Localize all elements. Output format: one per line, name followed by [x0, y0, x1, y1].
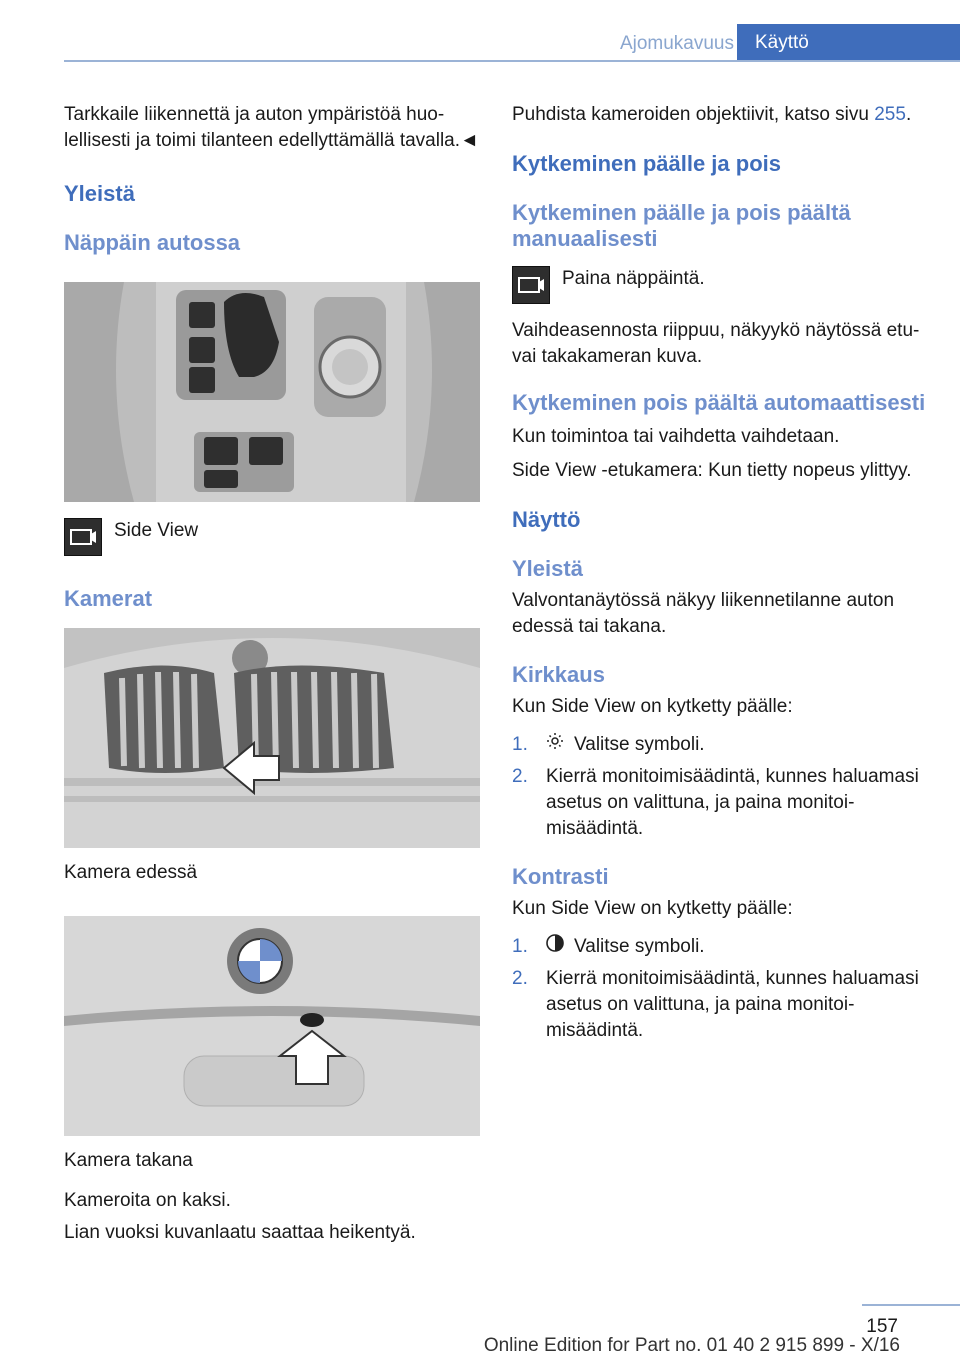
right-column [512, 102, 930, 1044]
clean-lenses-text: Puhdista kameroiden objektiivit, katso sivu [512, 104, 875, 125]
left-column [64, 102, 484, 1246]
console-illustration [64, 282, 480, 502]
paragraph-display: Valvontanäytössä näkyy liikennetilanne auton edessä tai takana. [512, 590, 895, 637]
heading-contrast: Kontrasti [512, 864, 609, 890]
page-number: 157 [866, 1316, 898, 1337]
clean-lenses-end: . [905, 104, 912, 125]
heading-brightness: Kirkkaus [512, 662, 605, 687]
header-divider [64, 60, 960, 62]
paragraph-clean-lenses [512, 102, 930, 128]
heading-general: Yleistä [64, 181, 135, 206]
paragraph-dirt-warning: Lian vuoksi kuvanlaatu saattaa heikentyä. [64, 1222, 416, 1243]
footer-edition: Online Edition for Part no. 01 40 2 915 899 - X/16 [483, 1335, 900, 1356]
side-view-button-row [64, 518, 484, 556]
console-image [64, 282, 480, 502]
heading-on-off: Kytkeminen päälle ja pois [512, 151, 781, 176]
paragraph-contrast-intro: Kun Side View on kytketty päälle: [512, 898, 793, 920]
header-tab-section: Ajomukavuus [619, 33, 734, 54]
footer-divider [862, 1304, 960, 1306]
step-number: 1. [512, 734, 528, 755]
brightness-step-1 [512, 732, 930, 758]
side-view-caption: Side View [114, 520, 199, 541]
heading-button-in-car: Näppäin autossa [64, 230, 241, 255]
step-text: Valitse symboli. [574, 734, 705, 756]
contrast-icon [546, 934, 566, 960]
caption-front-camera: Kamera edessä [64, 862, 198, 883]
rear-lid-illustration [64, 916, 480, 1136]
intro-paragraph: Tarkkaile liikennettä ja auton ympäristöä huolellisesti ja toimi tilanteen edellyttämällä tavalla.◄ [64, 104, 479, 151]
step-text: Kierrä monitoimisäädintä, kunnes haluamasi asetus on valittuna, ja paina monitoimisäädintä. [546, 766, 919, 840]
side-view-camera-icon [64, 518, 102, 556]
contrast-step-1 [512, 934, 930, 960]
heading-display-general: Yleistä [512, 556, 583, 581]
caption-rear-camera: Kamera takana [64, 1150, 193, 1171]
header-tab-active: Käyttö [737, 24, 960, 62]
page-link-255[interactable]: 255 [874, 104, 906, 125]
paragraph-auto-off-2: Side View -etukamera: Kun tietty nopeus ylittyy. [512, 460, 912, 481]
brightness-sun-icon [546, 732, 566, 758]
brightness-step-2 [512, 764, 930, 842]
front-camera-image [64, 628, 480, 848]
paragraph-brightness-intro: Kun Side View on kytketty päälle: [512, 696, 793, 717]
front-grille-illustration [64, 628, 480, 848]
paragraph-gear-dependent: Vaihdeasennosta riippuu, näkyykö näytössä etu- vai takakameran kuva. [512, 320, 920, 367]
heading-manual: Kytkeminen päälle ja pois päältä manuaalisesti [512, 200, 851, 251]
step-number: 1. [512, 936, 528, 958]
paragraph-two-cameras: Kameroita on kaksi. [64, 1190, 231, 1211]
heading-display: Näyttö [512, 507, 581, 532]
step-number: 2. [512, 766, 528, 788]
rear-camera-image [64, 916, 480, 1136]
heading-cameras: Kamerat [64, 586, 153, 611]
paragraph-auto-off-1: Kun toimintoa tai vaihdetta vaihdetaan. [512, 426, 840, 447]
heading-auto-off: Kytkeminen pois päältä automaattisesti [512, 390, 926, 415]
press-button-text: Paina näppäintä. [562, 268, 705, 289]
side-view-camera-icon-2 [512, 266, 550, 304]
contrast-step-2 [512, 966, 930, 1044]
step-text: Valitse symboli. [574, 936, 705, 958]
press-button-row [512, 266, 930, 304]
step-text: Kierrä monitoimisäädintä, kunnes haluamasi asetus on valittuna, ja paina monitoimisäädintä. [546, 968, 919, 1042]
step-number: 2. [512, 968, 528, 990]
